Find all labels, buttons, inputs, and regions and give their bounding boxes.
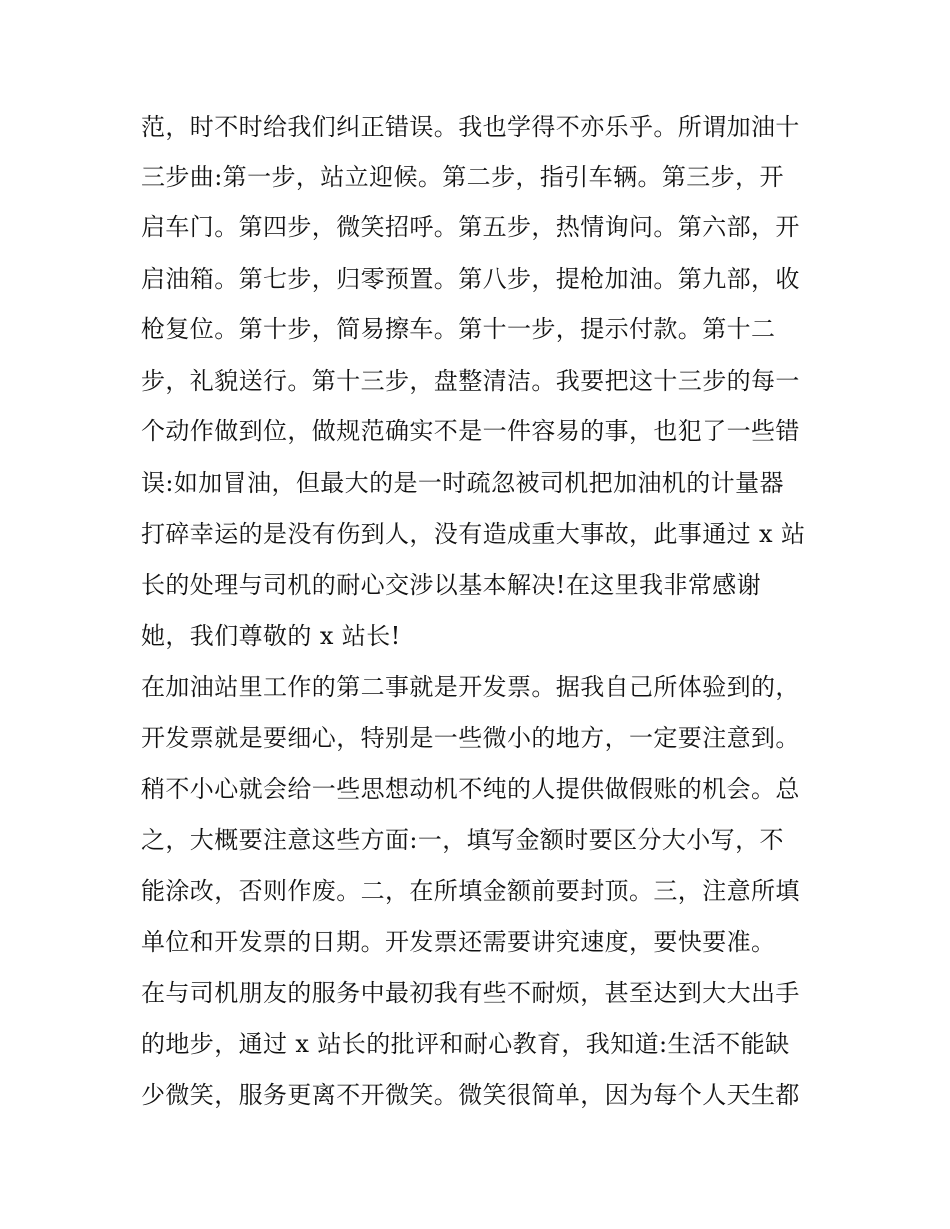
text-line: 个动作做到位，做规范确实不是一件容易的事，也犯了一些错 <box>141 417 800 445</box>
text-line: 稍不小心就会给一些思想动机不纯的人提供做假账的机会。总 <box>141 775 800 803</box>
text-line: 三步曲:第一步，站立迎候。第二步，指引车辆。第三步，开 <box>141 163 784 191</box>
text-line: 单位和开发票的日期。开发票还需要讲究速度，要快要准。 <box>141 928 776 956</box>
text-line: 枪复位。第十步，简易擦车。第十一步，提示付款。第十二 <box>141 315 776 343</box>
text-line: 启车门。第四步，微笑招呼。第五步，热情询问。第六部，开 <box>141 213 800 241</box>
text-line: 范，时不时给我们纠正错误。我也学得不亦乐乎。所谓加油十 <box>141 113 800 141</box>
text-line: 她，我们尊敬的 x 站长! <box>141 622 401 650</box>
text-line: 少微笑，服务更离不开微笑。微笑很简单，因为每个人天生都 <box>141 1081 800 1109</box>
text-line: 在加油站里工作的第二事就是开发票。据我自己所体验到的， <box>141 673 800 701</box>
text-line: 步，礼貌送行。第十三步，盘整清洁。我要把这十三步的每一 <box>141 367 800 395</box>
text-line: 之，大概要注意这些方面:一，填写金额时要区分大小写，不 <box>141 826 784 854</box>
text-line: 开发票就是要细心，特别是一些微小的地方，一定要注意到。 <box>141 724 800 752</box>
text-line: 误:如加冒油，但最大的是一时疏忽被司机把加油机的计量器 <box>141 469 784 497</box>
text-line: 启油箱。第七步，归零预置。第八步，提枪加油。第九部，收 <box>141 265 800 293</box>
text-line: 打碎幸运的是没有伤到人，没有造成重大事故，此事通过 x 站 <box>141 520 806 548</box>
text-line: 在与司机朋友的服务中最初我有些不耐烦，甚至达到大大出手 <box>141 979 800 1007</box>
text-line: 的地步，通过 x 站长的批评和耐心教育，我知道:生活不能缺 <box>141 1030 790 1058</box>
text-line: 长的处理与司机的耐心交涉以基本解决!在这里我非常感谢 <box>141 571 762 599</box>
text-line: 能涂改，否则作废。二，在所填金额前要封顶。三，注意所填 <box>141 877 800 905</box>
